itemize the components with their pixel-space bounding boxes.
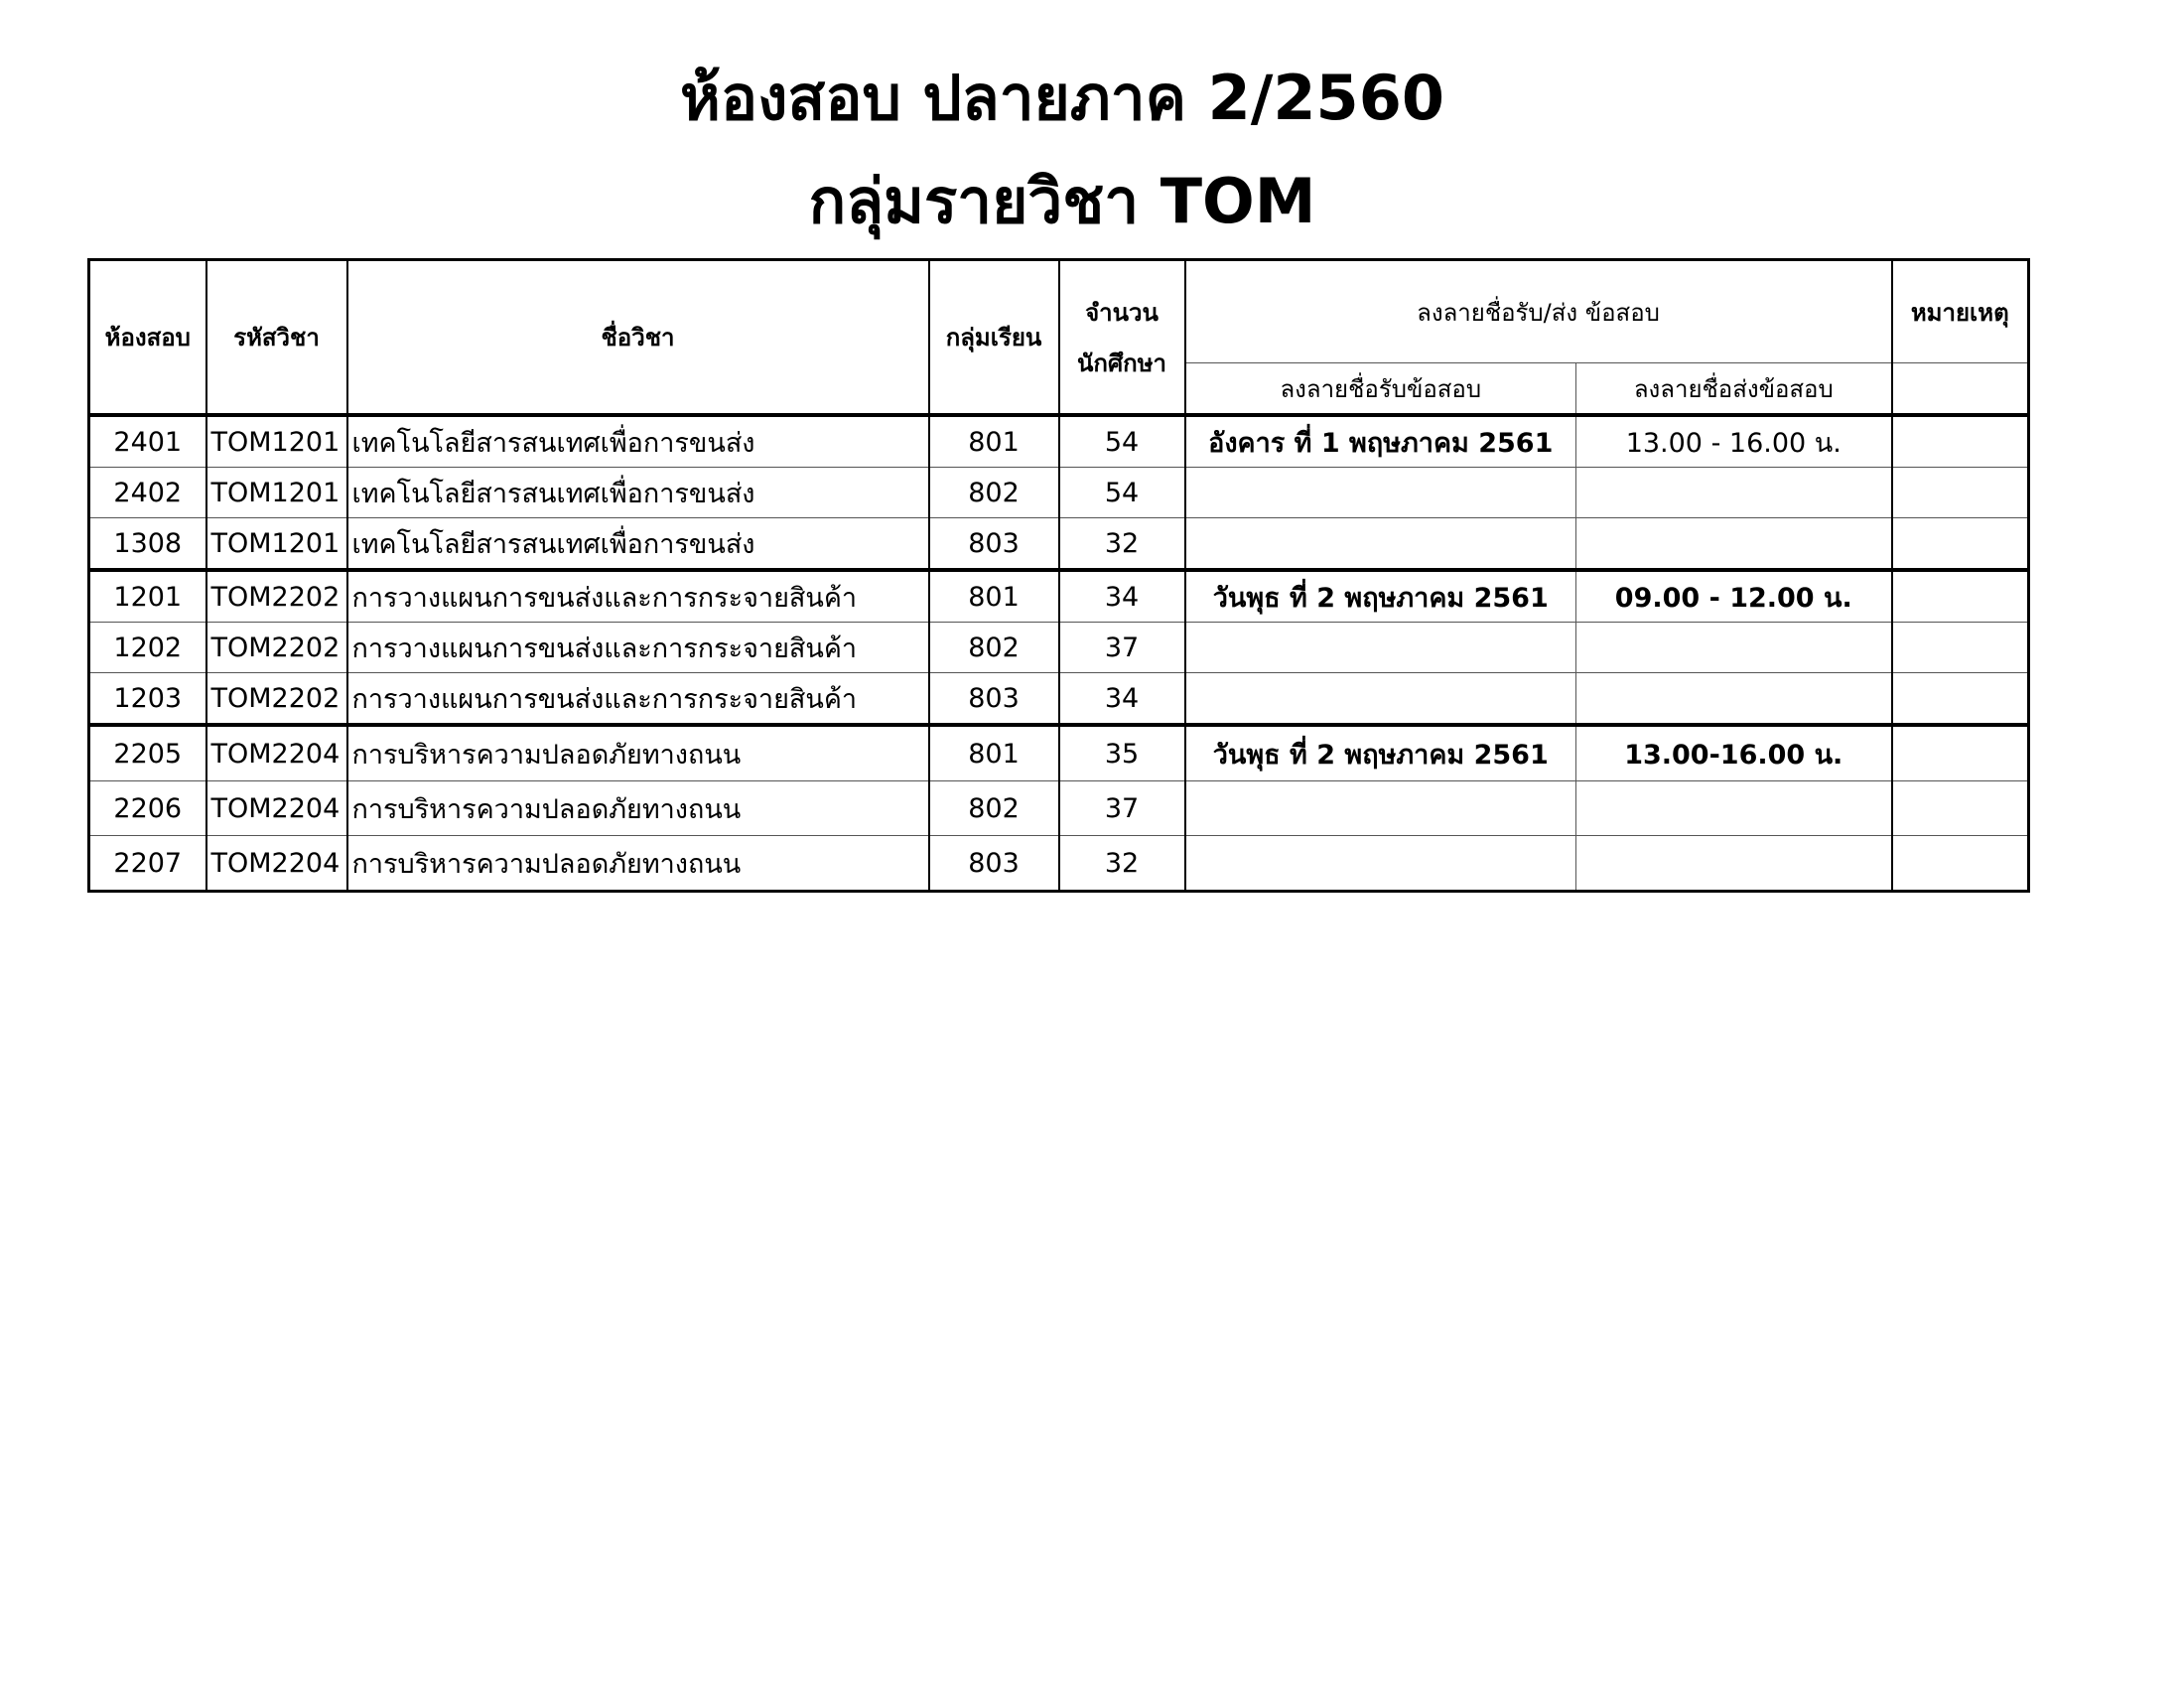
cell-name: การวางแผนการขนส่งและการกระจายสินค้า	[347, 570, 929, 623]
cell-time	[1576, 468, 1892, 518]
table-row	[89, 623, 2029, 673]
cell-time: 13.00 - 16.00 น.	[1576, 415, 1892, 468]
cell-room: 1201	[89, 570, 206, 623]
cell-group: 801	[929, 415, 1059, 468]
table-row	[89, 468, 2029, 518]
page-title: ห้องสอบ ปลายภาค 2/2560	[680, 62, 1444, 134]
cell-time: 13.00-16.00 น.	[1576, 725, 1892, 781]
cell-room: 2206	[89, 781, 206, 836]
cell-date	[1185, 468, 1576, 518]
cell-time: 09.00 - 12.00 น.	[1576, 570, 1892, 623]
cell-name: เทคโนโลยีสารสนเทศเพื่อการขนส่ง	[347, 468, 929, 518]
cell-date	[1185, 781, 1576, 836]
cell-date: วันพุธ ที่ 2 พฤษภาคม 2561	[1185, 725, 1576, 781]
cell-group: 801	[929, 725, 1059, 781]
cell-name: การวางแผนการขนส่งและการกระจายสินค้า	[347, 673, 929, 726]
header-sign: ลงลายชื่อรับ/ส่ง ข้อสอบ	[1185, 260, 1892, 363]
cell-remark	[1892, 623, 2029, 673]
cell-count: 35	[1059, 725, 1185, 781]
cell-date: วันพุธ ที่ 2 พฤษภาคม 2561	[1185, 570, 1576, 623]
cell-code: TOM2202	[206, 570, 347, 623]
header-sign-receive: ลงลายชื่อรับข้อสอบ	[1185, 363, 1576, 416]
cell-count: 54	[1059, 468, 1185, 518]
cell-remark	[1892, 518, 2029, 571]
cell-time	[1576, 673, 1892, 726]
cell-room: 2401	[89, 415, 206, 468]
cell-date	[1185, 623, 1576, 673]
header-remark-sub	[1892, 363, 2029, 416]
cell-code: TOM2204	[206, 725, 347, 781]
cell-group: 802	[929, 781, 1059, 836]
table-row	[89, 673, 2029, 726]
header-count-line2: นักศึกษา	[1077, 349, 1166, 377]
cell-count: 34	[1059, 673, 1185, 726]
cell-room: 1308	[89, 518, 206, 571]
cell-code: TOM1201	[206, 415, 347, 468]
cell-code: TOM1201	[206, 468, 347, 518]
cell-room: 1202	[89, 623, 206, 673]
cell-name: การบริหารความปลอดภัยทางถนน	[347, 781, 929, 836]
cell-group: 802	[929, 623, 1059, 673]
header-group: กลุ่มเรียน	[929, 260, 1059, 416]
exam-room-table	[87, 258, 2030, 893]
header-room: ห้องสอบ	[89, 260, 206, 416]
cell-count: 34	[1059, 570, 1185, 623]
cell-time	[1576, 781, 1892, 836]
cell-count: 32	[1059, 836, 1185, 892]
cell-room: 2207	[89, 836, 206, 892]
cell-group: 803	[929, 673, 1059, 726]
cell-code: TOM2204	[206, 781, 347, 836]
table-row	[89, 836, 2029, 892]
cell-date: อังคาร ที่ 1 พฤษภาคม 2561	[1185, 415, 1576, 468]
cell-time	[1576, 836, 1892, 892]
cell-name: เทคโนโลยีสารสนเทศเพื่อการขนส่ง	[347, 415, 929, 468]
table-row	[89, 725, 2029, 781]
cell-room: 1203	[89, 673, 206, 726]
cell-code: TOM2202	[206, 673, 347, 726]
cell-remark	[1892, 673, 2029, 726]
cell-time	[1576, 518, 1892, 571]
cell-group: 802	[929, 468, 1059, 518]
cell-remark	[1892, 836, 2029, 892]
cell-name: การบริหารความปลอดภัยทางถนน	[347, 725, 929, 781]
cell-date	[1185, 518, 1576, 571]
cell-group: 801	[929, 570, 1059, 623]
cell-room: 2402	[89, 468, 206, 518]
cell-remark	[1892, 570, 2029, 623]
table-row	[89, 415, 2029, 468]
cell-remark	[1892, 415, 2029, 468]
cell-remark	[1892, 725, 2029, 781]
table-row	[89, 570, 2029, 623]
cell-count: 54	[1059, 415, 1185, 468]
cell-name: การวางแผนการขนส่งและการกระจายสินค้า	[347, 623, 929, 673]
cell-name: การบริหารความปลอดภัยทางถนน	[347, 836, 929, 892]
table-row	[89, 781, 2029, 836]
cell-date	[1185, 836, 1576, 892]
cell-count: 37	[1059, 781, 1185, 836]
cell-remark	[1892, 468, 2029, 518]
cell-code: TOM2204	[206, 836, 347, 892]
cell-count: 32	[1059, 518, 1185, 571]
header-count	[1059, 260, 1185, 416]
cell-code: TOM2202	[206, 623, 347, 673]
cell-group: 803	[929, 836, 1059, 892]
cell-time	[1576, 623, 1892, 673]
cell-remark	[1892, 781, 2029, 836]
header-remark: หมายเหตุ	[1892, 260, 2029, 363]
cell-count: 37	[1059, 623, 1185, 673]
page-subtitle: กลุ่มรายวิชา TOM	[808, 165, 1316, 237]
header-code: รหัสวิชา	[206, 260, 347, 416]
cell-code: TOM1201	[206, 518, 347, 571]
cell-group: 803	[929, 518, 1059, 571]
cell-name: เทคโนโลยีสารสนเทศเพื่อการขนส่ง	[347, 518, 929, 571]
cell-date	[1185, 673, 1576, 726]
header-name: ชื่อวิชา	[347, 260, 929, 416]
header-sign-send: ลงลายชื่อส่งข้อสอบ	[1576, 363, 1892, 416]
table-row	[89, 518, 2029, 571]
header-count-line1: จำนวน	[1085, 298, 1159, 327]
cell-room: 2205	[89, 725, 206, 781]
